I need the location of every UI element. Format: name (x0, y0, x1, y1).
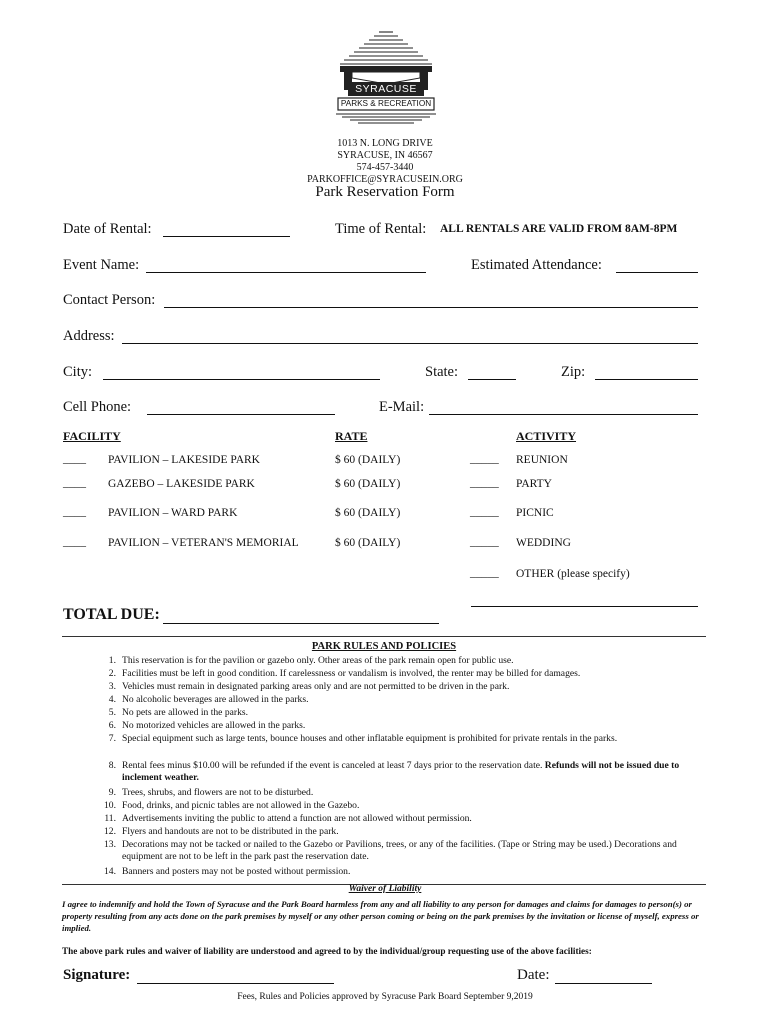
activity-other-field[interactable] (471, 606, 698, 607)
activity-checkbox-blank[interactable]: _____ (470, 567, 499, 579)
state-field[interactable] (468, 379, 516, 380)
rule-item: 6. No motorized vehicles are allowed in the parks. (108, 720, 306, 731)
total-due-label: TOTAL DUE: (63, 606, 160, 623)
facility-checkbox-blank[interactable]: ____ (63, 453, 86, 465)
rule-item: 9. Trees, shrubs, and flowers are not to be disturbed. (108, 787, 314, 798)
agreement-statement: The above park rules and waiver of liability are understood and agreed to by the individual/group requesting use of the above facilities: (62, 946, 592, 956)
date-of-rental-label: Date of Rental: (63, 221, 152, 237)
activity-other-label: OTHER (please specify) (516, 568, 630, 580)
rules-title: PARK RULES AND POLICIES (311, 641, 457, 652)
date-of-rental-field[interactable] (163, 236, 290, 237)
time-of-rental-label: Time of Rental: (335, 221, 427, 237)
email-label: E-Mail: (379, 399, 425, 415)
signature-date-field[interactable] (555, 983, 652, 984)
zip-label: Zip: (561, 364, 586, 380)
park-rules-section (62, 636, 706, 885)
rule-item: 7. Special equipment such as large tents, bounce houses and other inflatable equipment is prohibited for private rentals in the parks. (108, 733, 618, 744)
facility-name: PAVILION – LAKESIDE PARK (108, 454, 260, 466)
total-due-field[interactable] (163, 623, 439, 624)
activity-column-header: ACTIVITY (516, 429, 577, 443)
logo-name: SYRACUSE (355, 83, 417, 95)
waiver-title: Waiver of Liability (348, 884, 422, 894)
facility-name: GAZEBO – LAKESIDE PARK (108, 478, 255, 490)
facility-column-header: FACILITY (63, 429, 121, 443)
rule-item: 13. Decorations may not be tacked or nailed to the Gazebo or Pavilions, trees, or any of the facilities. (Tape or String may be used.) Decorations and equipment are not to be left in the park past the reservation date. (104, 839, 677, 863)
facility-rate: $ 60 (DAILY) (335, 478, 401, 490)
facility-name: PAVILION – VETERAN'S MEMORIAL (108, 537, 299, 549)
rate-column-header: RATE (335, 429, 368, 443)
activity-name: REUNION (516, 454, 568, 466)
signature-label: Signature: (63, 967, 131, 983)
rule-item: 14. Banners and posters may not be posted without permission. (104, 866, 351, 877)
address-field[interactable] (122, 343, 698, 344)
activity-name: PARTY (516, 478, 552, 490)
facility-rate: $ 60 (DAILY) (335, 454, 401, 466)
email-field[interactable] (429, 414, 698, 415)
facility-name: PAVILION – WARD PARK (108, 507, 238, 519)
rule-item: 4. No alcoholic beverages are allowed in the parks. (108, 694, 309, 705)
logo-subtitle: PARKS & RECREATION (340, 99, 432, 108)
event-name-label: Event Name: (63, 257, 140, 273)
time-of-rental-note: ALL RENTALS ARE VALID FROM 8AM-8PM (440, 223, 678, 235)
state-label: State: (425, 364, 459, 380)
footer-note: Fees, Rules and Policies approved by Syracuse Park Board September 9,2019 (237, 992, 533, 1002)
activity-checkbox-blank[interactable]: _____ (470, 453, 499, 465)
rule-item: 1. This reservation is for the pavilion or gazebo only. Other areas of the park remain open for public use. (108, 655, 514, 666)
cell-phone-field[interactable] (147, 414, 335, 415)
facility-checkbox-blank[interactable]: ____ (63, 536, 86, 548)
city-label: City: (63, 364, 93, 380)
city-field[interactable] (103, 379, 380, 380)
activity-checkbox-blank[interactable]: _____ (470, 506, 499, 518)
header-address-line1: 1013 N. LONG DRIVE (337, 138, 433, 149)
contact-person-label: Contact Person: (63, 292, 156, 308)
activity-name: PICNIC (516, 507, 554, 519)
syracuse-parks-logo (326, 28, 446, 138)
waiver-text: I agree to indemnify and hold the Town of Syracuse and the Park Board harmless from any and all liability to any person for damages and claims for damages to person(s) or property resulting from any acts done on the park premises by myself or any other person coming or being on the park premises by the invitation or license of myself, express or implied. (62, 899, 699, 933)
rule-item: 11. Advertisements inviting the public to attend a function are not allowed without permission. (104, 813, 472, 824)
cell-phone-label: Cell Phone: (63, 399, 132, 415)
rule-item: 10. Food, drinks, and picnic tables are not allowed in the Gazebo. (104, 800, 360, 811)
rule-item: 8. Rental fees minus $10.00 will be refunded if the event is canceled at least 7 days prior to the reservation date. Refunds will not be issued due to inclement weather. (108, 760, 680, 784)
signature-date-label: Date: (517, 967, 550, 983)
signature-field[interactable] (137, 983, 334, 984)
rule-item: 12. Flyers and handouts are not to be distributed in the park. (104, 826, 339, 837)
activity-name: WEDDING (516, 537, 571, 549)
header-phone: 574-457-3440 (356, 162, 414, 173)
rule-item: 5. No pets are allowed in the parks. (108, 707, 249, 718)
rule-item: 2. Facilities must be left in good condition. If carelessness or vandalism is involved, the renter may be billed for damages. (108, 668, 581, 679)
facility-rate: $ 60 (DAILY) (335, 507, 401, 519)
facility-checkbox-blank[interactable]: ____ (63, 506, 86, 518)
facility-rate: $ 60 (DAILY) (335, 537, 401, 549)
estimated-attendance-label: Estimated Attendance: (471, 257, 602, 273)
header-address-line2: SYRACUSE, IN 46567 (337, 150, 433, 161)
facility-checkbox-blank[interactable]: ____ (63, 477, 86, 489)
zip-field[interactable] (595, 379, 698, 380)
contact-person-field[interactable] (164, 307, 698, 308)
address-label: Address: (63, 328, 115, 344)
page-title: Park Reservation Form (315, 184, 455, 200)
activity-checkbox-blank[interactable]: _____ (470, 536, 499, 548)
rule-item: 3. Vehicles must remain in designated parking areas only and are not permitted to be driven in the park. (108, 681, 510, 692)
activity-checkbox-blank[interactable]: _____ (470, 477, 499, 489)
header-email: PARKOFFICE@SYRACUSEIN.ORG (307, 174, 463, 185)
estimated-attendance-field[interactable] (616, 272, 698, 273)
event-name-field[interactable] (146, 272, 426, 273)
